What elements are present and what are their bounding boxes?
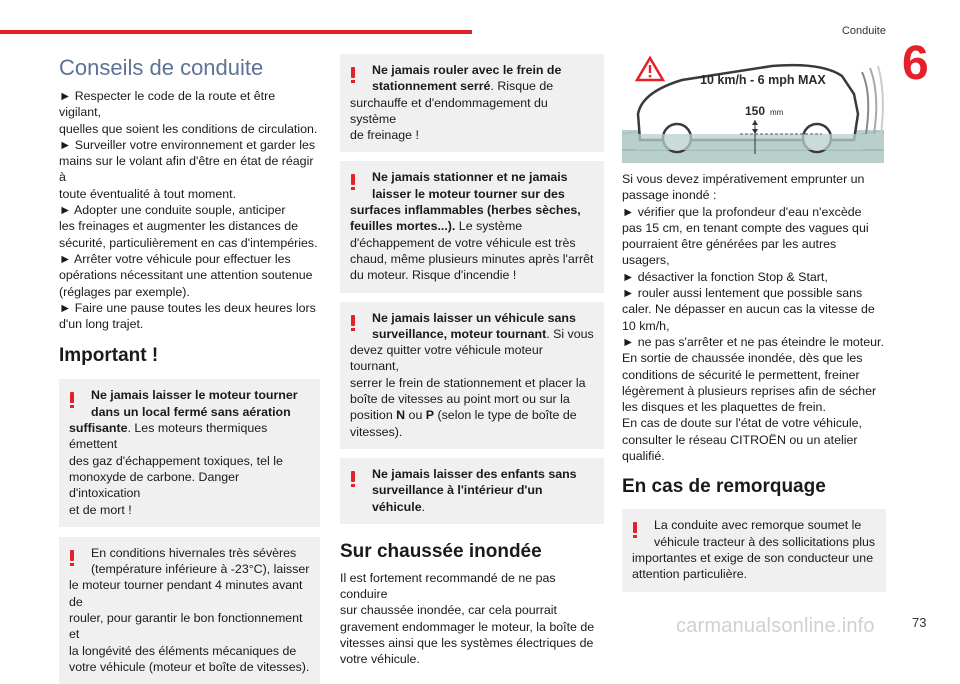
flood-text-line: Il est fortement recommandé de ne pas conduire xyxy=(340,570,556,602)
warning-text: Le système xyxy=(455,219,523,234)
flood-step-line: ► ne pas s'arrêter et ne pas éteindre le moteur. xyxy=(622,334,884,349)
flood-step-line: ► rouler aussi lentement que possible sans xyxy=(622,286,863,301)
flood-step-line: En cas de doute sur l'état de votre véhicule, xyxy=(622,416,862,431)
flood-step-line: les disques et les plaquettes de frein. xyxy=(622,400,826,415)
warning-text: . Les moteurs thermiques émettent xyxy=(69,421,268,452)
page-number: 73 xyxy=(912,615,927,630)
flood-text-line: gravement endommager le moteur, la boîte de xyxy=(340,619,595,634)
warning-text: surchauffe et d'endommagement du système xyxy=(350,95,548,126)
warning-text: votre véhicule (moteur et boîte de vitesses). xyxy=(69,659,310,674)
column-3 xyxy=(622,54,886,592)
tip-line: ► Surveiller votre environnement et garder les xyxy=(59,137,316,152)
warning-bold: Ne jamais rouler avec le frein de xyxy=(372,63,562,77)
warning-icon xyxy=(350,471,356,487)
flood-text-line: sur chaussée inondée, car cela pourrait xyxy=(340,603,557,618)
warning-text: des gaz d'échappement toxiques, tel le xyxy=(69,453,283,468)
warning-text: serrer le frein de stationnement et placer la xyxy=(350,375,586,390)
warning-text: véhicule tracteur à des sollicitations plus xyxy=(654,534,876,549)
column-1 xyxy=(59,54,320,684)
driving-tips xyxy=(59,88,320,332)
warning-bold: laisser le moteur tourner sur des xyxy=(372,186,565,201)
warning-bold: Ne jamais stationner et ne jamais xyxy=(372,170,568,185)
page-title: Conseils de conduite xyxy=(59,55,264,80)
warning-text: En conditions hivernales très sévères xyxy=(91,545,297,560)
warning-bold: stationnement serré xyxy=(372,79,491,94)
warning-text: du moteur. Risque d'incendie ! xyxy=(350,268,517,283)
warning-bold: Ne jamais laisser des enfants sans xyxy=(372,466,577,481)
warning-text: d'échappement de votre véhicule est très xyxy=(350,235,576,250)
flood-step-line: ► vérifier que la profondeur d'eau n'excède xyxy=(622,204,862,219)
warning-icon xyxy=(69,550,75,566)
warning-text: le moteur tourner pendant 4 minutes avant de xyxy=(69,578,303,609)
flood-heading: Sur chaussée inondée xyxy=(340,540,542,562)
tip-line: ► Adopter une conduite souple, anticiper xyxy=(59,203,286,218)
speed-limit-label: 10 km/h - 6 mph MAX xyxy=(700,73,826,87)
depth-value: 150 xyxy=(745,104,766,118)
tip-line: d'un long trajet. xyxy=(59,317,144,332)
warning-text: La conduite avec remorque soumet le xyxy=(654,518,862,533)
warning-icon xyxy=(350,315,356,331)
car-water-diagram xyxy=(622,54,884,163)
important-heading: Important ! xyxy=(59,345,159,367)
flood-step-line: consulter le réseau CITROËN ou un atelier xyxy=(622,432,858,447)
column-2 xyxy=(340,54,604,668)
tip-line: les freinages et augmenter les distances de xyxy=(59,219,299,234)
flood-step-line: passage inondé : xyxy=(622,188,717,203)
warning-box xyxy=(340,458,604,524)
warning-box xyxy=(340,161,604,292)
depth-unit: mm xyxy=(770,108,784,117)
warning-bold: Ne jamais laisser le moteur tourner xyxy=(91,388,298,403)
header-accent-bar xyxy=(0,30,472,34)
warning-text: boîte de vitesses au point mort ou sur la xyxy=(350,392,570,407)
flood-step-line: 10 km/h, xyxy=(622,318,670,333)
warning-text: attention particulière. xyxy=(632,567,748,582)
watermark: carmanualsonline.info xyxy=(676,615,875,637)
warning-box xyxy=(59,379,320,526)
flood-text-line: vitesses ainsi que les systèmes électriques de xyxy=(340,636,594,651)
warning-text: monoxyde de carbone. Danger d'intoxication xyxy=(69,469,240,501)
flood-step-line: légèrement à plusieurs reprises afin de sécher xyxy=(622,383,877,398)
flood-steps xyxy=(622,171,886,464)
warning-box xyxy=(59,537,320,684)
warning-text: position xyxy=(350,408,397,423)
gear-position-p: P xyxy=(425,408,435,423)
tip-line: mains sur le volant afin d'être en état de réagir à xyxy=(59,154,314,185)
flood-step-line: pourraient être générées par les autres usagers, xyxy=(622,237,837,268)
flood-step-line: Si vous devez impérativement emprunter un xyxy=(622,172,865,186)
warning-text: et de mort ! xyxy=(69,502,132,517)
gear-position-n: N xyxy=(396,408,406,423)
warning-icon xyxy=(632,522,638,538)
flood-step-line: En sortie de chaussée inondée, dès que les xyxy=(622,351,863,366)
warning-text: (température inférieure à -23°C), laisser xyxy=(91,562,310,577)
warning-box xyxy=(622,509,886,591)
warning-text: . xyxy=(421,499,426,514)
warning-bold: feuilles mortes...). xyxy=(350,219,456,234)
warning-bold: surveillance, moteur tournant xyxy=(372,326,547,341)
warning-text: chaud, même plusieurs minutes après l'arrêt xyxy=(350,251,594,266)
warning-text: vitesses). xyxy=(350,424,403,439)
flood-text xyxy=(340,570,604,668)
tip-line: (réglages par exemple). xyxy=(59,284,190,299)
warning-icon xyxy=(350,67,356,83)
warning-text: . Risque de xyxy=(490,79,554,94)
warning-text: ou xyxy=(405,408,426,423)
tip-line: quelles que soient les conditions de circulation. xyxy=(59,121,318,136)
warning-icon xyxy=(69,392,75,408)
warning-text: de freinage ! xyxy=(350,128,419,143)
warning-text: importantes et exige de son conducteur une xyxy=(632,550,874,565)
warning-text: rouler, pour garantir le bon fonctionnement et xyxy=(69,611,303,642)
warning-box xyxy=(340,54,604,152)
warning-text: la longévité des éléments mécaniques de xyxy=(69,643,297,658)
warning-bold: Ne jamais laisser un véhicule sans xyxy=(372,310,576,325)
chapter-number: 6 xyxy=(902,37,929,90)
flooded-road-illustration xyxy=(622,54,884,163)
tip-line: toute éventualité à tout moment. xyxy=(59,186,237,201)
tip-line: ► Faire une pause toutes les deux heures lors xyxy=(59,300,316,315)
flood-step-line: caler. Ne dépasser en aucun cas la vitesse de xyxy=(622,302,875,317)
warning-bold: suffisante xyxy=(69,421,128,436)
flood-step-line: pas 15 cm, en tenant compte des vagues qui xyxy=(622,220,869,235)
tip-line: sécurité, particulièrement en cas d'intempéries. xyxy=(59,235,318,250)
warning-text: devez quitter votre véhicule moteur tournant, xyxy=(350,343,543,374)
warning-bold: surfaces inflammables (herbes sèches, xyxy=(350,203,581,218)
warning-box xyxy=(340,302,604,449)
flood-text-line: votre véhicule. xyxy=(340,652,420,667)
flood-step-line: qualifié. xyxy=(622,449,665,464)
section-title: Conduite xyxy=(841,25,886,37)
tip-line: opérations nécessitant une attention soutenue xyxy=(59,268,313,283)
tip-line: ► Respecter le code de la route et être vigilant, xyxy=(59,89,276,120)
towing-heading: En cas de remorquage xyxy=(622,476,826,498)
warning-bold: dans un local fermé sans aération xyxy=(91,404,291,419)
flood-step-line: ► désactiver la fonction Stop & Start, xyxy=(622,269,828,284)
warning-text: (selon le type de boîte de xyxy=(434,408,577,423)
tip-line: ► Arrêter votre véhicule pour effectuer les xyxy=(59,251,291,266)
warning-icon xyxy=(350,174,356,190)
warning-bold: surveillance à l'intérieur d'un véhicule xyxy=(372,483,543,514)
flood-step-line: conditions de sécurité le permettent, freiner xyxy=(622,367,860,382)
warning-text: . Si vous xyxy=(546,326,594,341)
